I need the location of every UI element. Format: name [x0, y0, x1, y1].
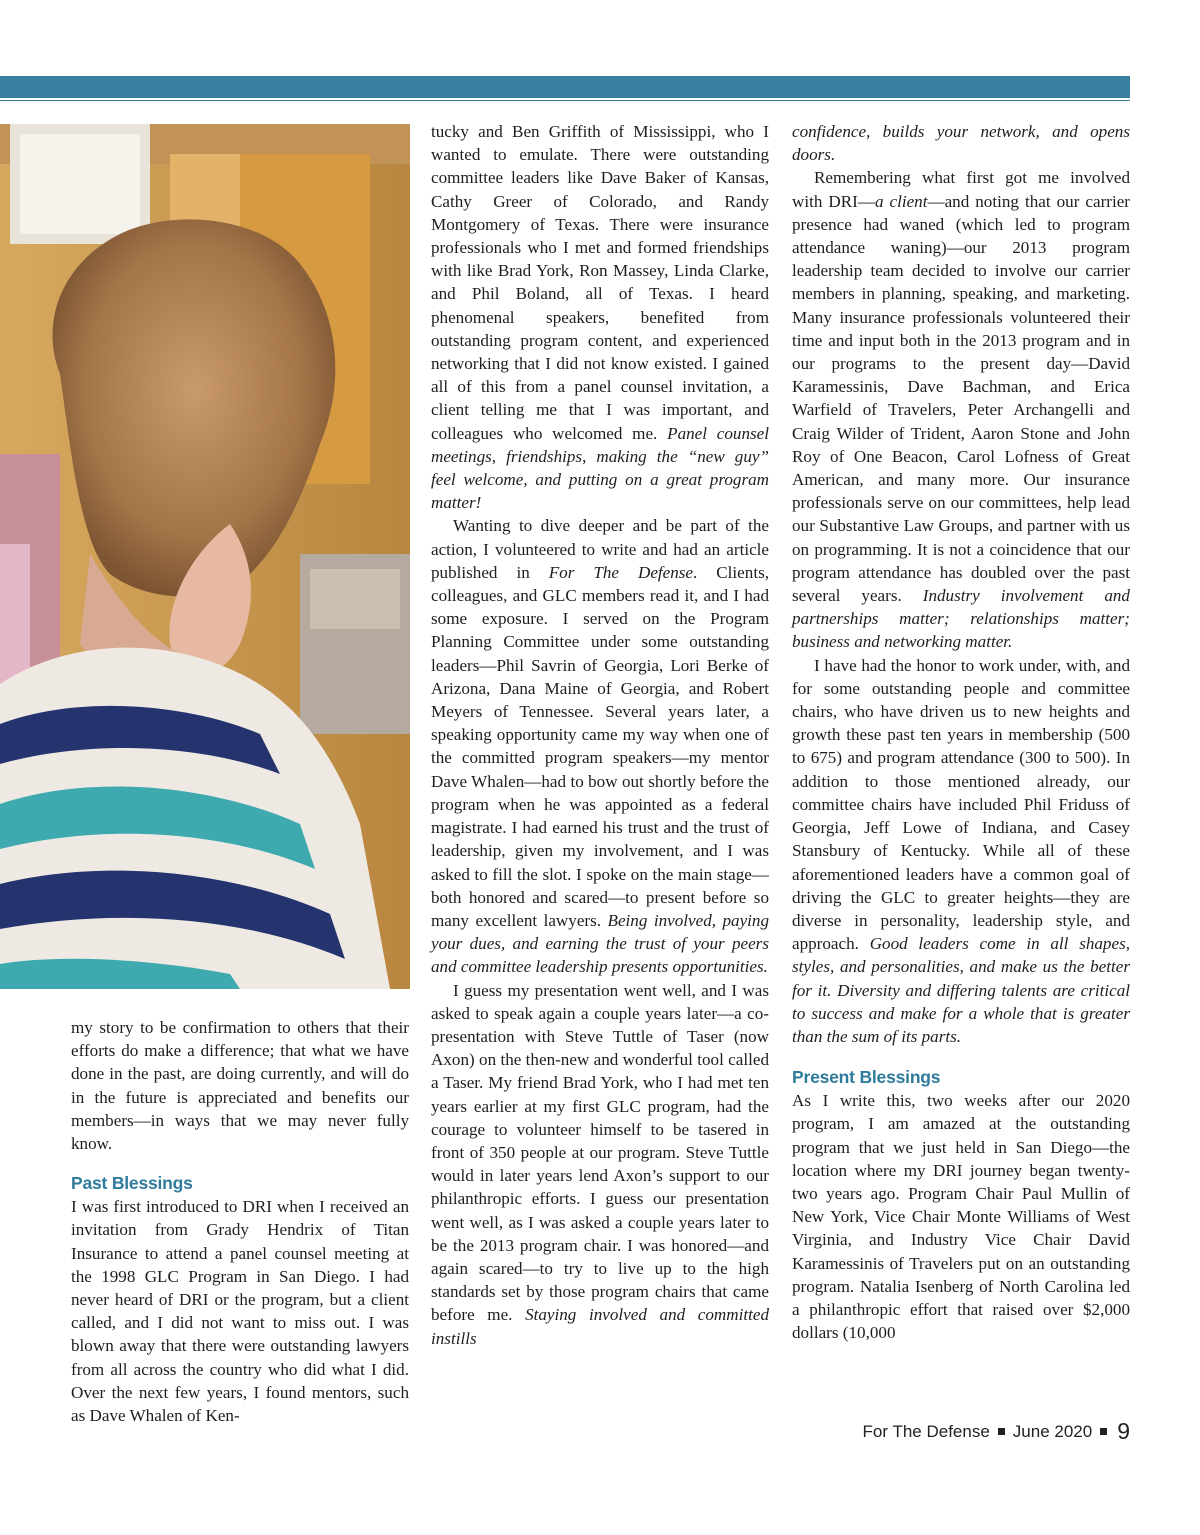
text-run: I have had the honor to work under, with, and for some outstanding people and committee chairs, who have driven us to new heights and growth these past ten years in membership (500 to 675) and program attendance (300 to 500). In addition to those mentioned already, our committee chairs have included Phil Friduss of Georgia, Jeff Lowe of Indiana, and Casey Stansbury of Kentucky. While all of these aforementioned leaders have a common goal of driving the GLC to greater heights—they are diverse in personality, leadership style, and approach.	[792, 655, 1130, 954]
italic-run: Industry involvement and partnerships matter; relationships matter; business and networking matter.	[792, 586, 1130, 652]
page-number: 9	[1117, 1418, 1130, 1444]
header-color-bar	[0, 76, 1130, 98]
heading-past-blessings: Past Blessings	[71, 1173, 193, 1194]
paragraph-present-1: As I write this, two weeks after our 2020 program, I am amazed at the outstanding program that we just held in San Diego—the location where my DRI journey began twenty-two years ago. Program Chair Paul Mullin of New York, Vice Chair Monte Williams of West Virginia, and Industry Vice Chair David Karamessinis of Travelers put on an outstanding program. Natalia Isenberg of North Carolina led a philanthropic effort that raised over $2,000 dollars (10,000	[792, 1091, 1130, 1343]
text-run: tucky and Ben Griffith of Mississippi, who I wanted to emulate. There were outstanding committee leaders like Dave Baker of Kansas, Cathy Greer of Colorado, and Randy Montgomery of Texas. There were insurance professionals who I met and formed friendships with like Brad York, Ron Massey, Linda Clarke, and Phil Boland, all of Texas. I heard phenomenal speakers, benefited from outstanding program content, and experienced networking that I did not know existed. I gained all of this from a panel counsel invitation, a client telling me that I was important, and colleagues who welcomed me.	[431, 122, 769, 443]
separator-square-icon	[998, 1428, 1005, 1435]
publication-title: For The Defense	[548, 562, 694, 582]
footer-date: June 2020	[1012, 1421, 1093, 1441]
text-run: . Clients, colleagues, and GLC members read it, and I had some exposure. I served on the Program Planning Committee under some outstanding leaders—Phil Savrin of Georgia, Lori Berke of Arizona, Dana Maine of Georgia, and Robert Meyers of Tennessee. Several years later, a speaking opportunity came my way when one of the committed program speakers—my mentor Dave Whalen—had to bow out shortly before the program when he was appointed as a federal magistrate. I had earned his trust and the trust of leadership, given my involvement, and I was asked to fill the slot. I spoke on the main stage—both honored and scared—to present before so many excellent lawyers.	[431, 562, 769, 930]
photo-illustration	[0, 124, 410, 989]
italic-run: Good leaders come in all shapes, styles, and personalities, and make us the better for it. Diversity and differing talents are critical to success and make for a whole that is greater than the sum of its parts.	[792, 934, 1130, 1046]
page-footer	[863, 1418, 1130, 1445]
paragraph-c3-2	[792, 654, 1130, 1048]
italic-run: Being involved, paying your dues, and earning the trust of your peers and committee leadership presents opportunities.	[431, 910, 769, 977]
heading-present-blessings: Present Blessings	[792, 1067, 941, 1088]
paragraph-c2-3	[431, 979, 769, 1350]
italic-run: a client	[874, 191, 928, 211]
separator-square-icon	[1100, 1428, 1107, 1435]
article-photo	[0, 124, 410, 989]
footer-publication: For The Defense	[862, 1421, 990, 1441]
italic-run: Panel counsel meetings, friendships, making the “new guy” feel welcome, and putting on a great program matter!	[431, 423, 769, 513]
paragraph-c2-2	[431, 514, 769, 978]
italic-run: confidence, builds your network, and opens doors.	[792, 122, 1130, 165]
text-run: I guess my presentation went well, and I was asked to speak again a couple years later—a co-presentation with Steve Tuttle of Taser (now Axon) on the then-new and wonderful tool called a Taser. My friend Brad York, who I had met ten years earlier at my first GLC program, had the courage to volunteer himself to be tasered in front of 350 people at our program. Steve Tuttle would in later years lend Axon’s support to our philanthropic efforts. I guess our presentation went well, as I was asked a couple years later to be the 2013 program chair. I was honored—and again scared—to try to live up to the high standards set by those program chairs that came before me.	[431, 980, 769, 1325]
paragraph-c2-1	[431, 120, 769, 514]
column-1	[71, 1016, 409, 1427]
text-run: Wanting to dive deeper and be part of the action, I volunteered to write and had an article published in	[431, 516, 769, 582]
italic-run: Staying involved and committed instills	[431, 1305, 769, 1348]
paragraph-c3-0	[792, 120, 1130, 166]
column-3	[792, 120, 1130, 1344]
paragraph-c3-1	[792, 166, 1130, 653]
paragraph-past-1: I was first introduced to DRI when I received an invitation from Grady Hendrix of Titan Insurance to attend a panel counsel meeting at the 1998 GLC Program in San Diego. I had never heard of DRI or the program, but a client called, and I did not want to miss out. I was blown away that there were outstanding lawyers from all across the country who did what I did. Over the next few years, I found mentors, such as Dave Whalen of Ken-	[71, 1197, 409, 1426]
paragraph-intro: my story to be confirmation to others that their efforts do make a difference; that what we have done in the past, are doing currently, and will do in the future is appreciated and benefits our members—in ways that we may never fully know.	[71, 1018, 409, 1154]
column-2	[431, 120, 769, 1350]
text-run: Remembering what first got me involved with DRI—	[792, 168, 1130, 211]
text-run: —and noting that our carrier presence had waned (which led to program attendance waning)—our 2013 program leadership team decided to involve our carrier members in planning, speaking, and marketing. Many insurance professionals volunteered their time and input both in the 2013 program and in our programs to the present day—David Karamessinis, Dave Bachman, and Erica Warfield of Travelers, Peter Archangelli and Craig Wilder of Trident, Aaron Stone and John Roy of One Beacon, Carol Lofness of Great American, and many more. Our insurance professionals serve on our committees, help lead our Substantive Law Groups, and partner with us on programming. It is not a coincidence that our program attendance has doubled over the past several years.	[792, 191, 1130, 606]
header-rule	[0, 100, 1130, 101]
